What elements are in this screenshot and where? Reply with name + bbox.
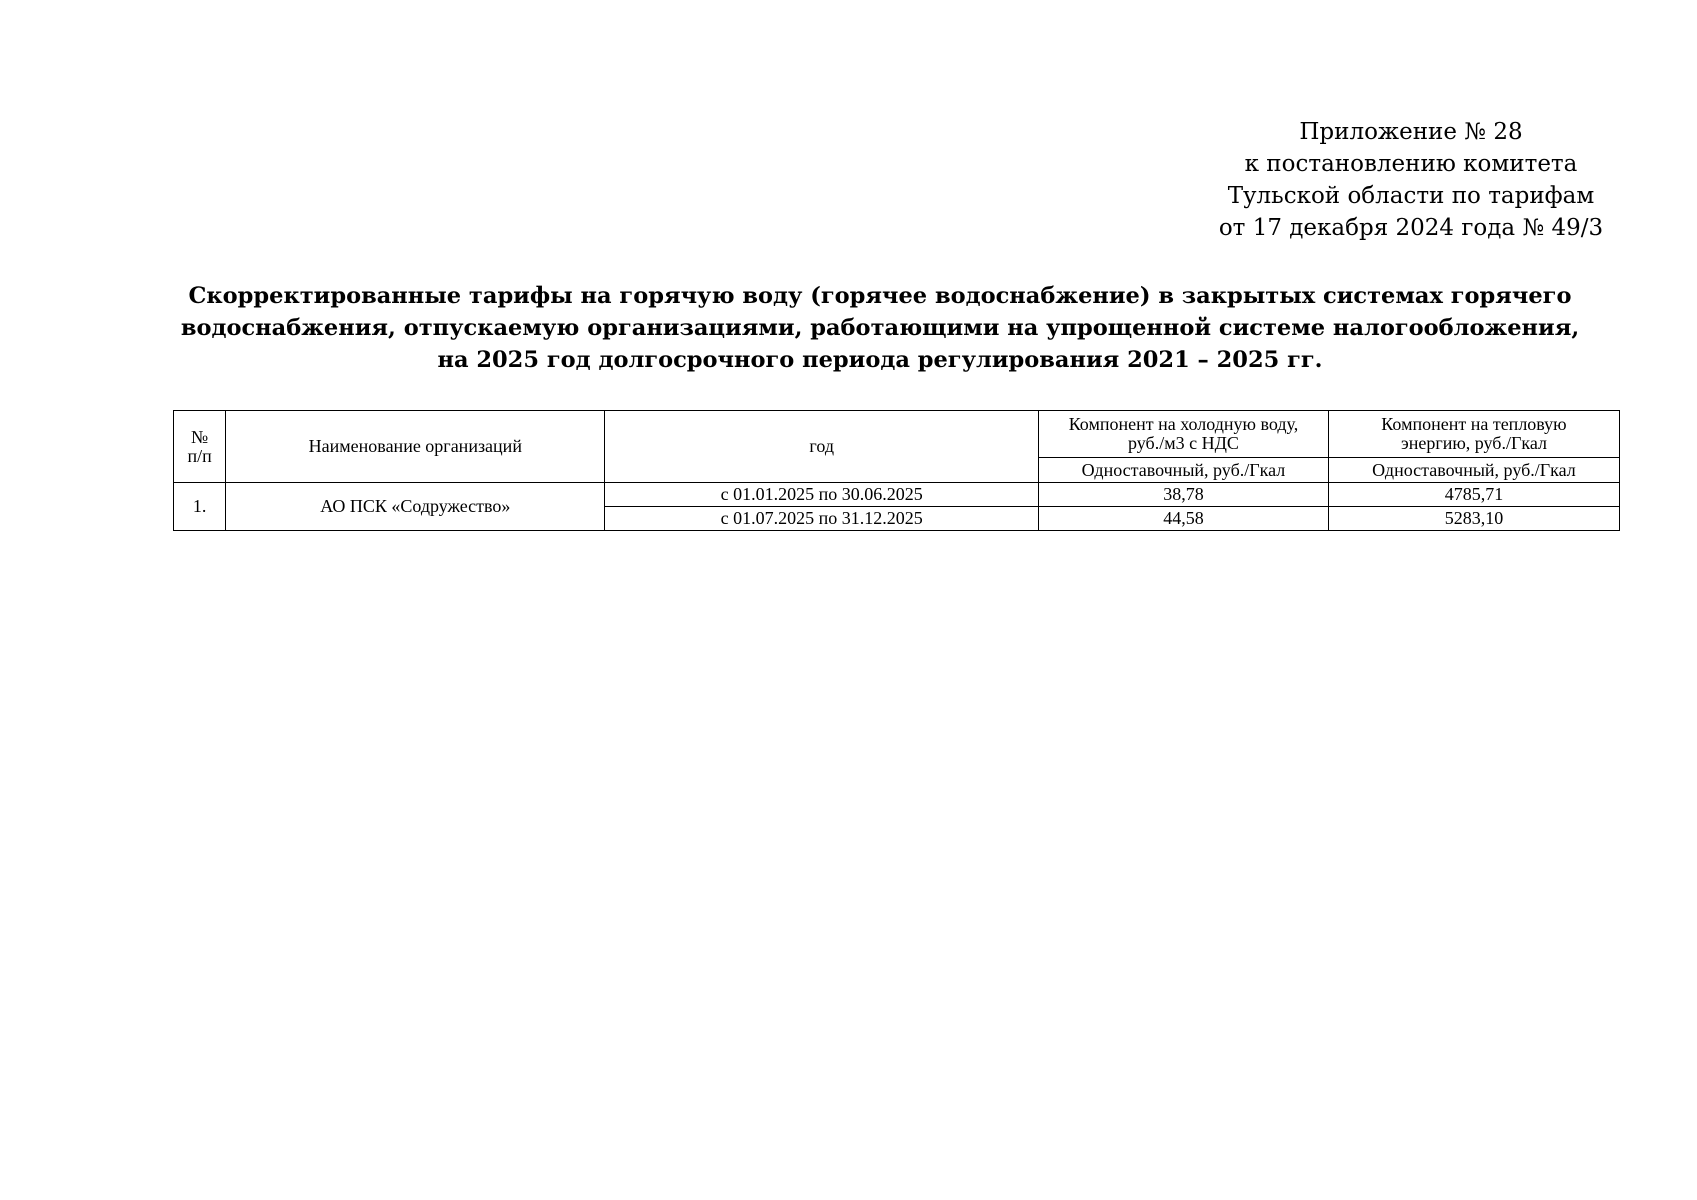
row-period: с 01.07.2025 по 31.12.2025 — [605, 507, 1038, 531]
table-header-row — [174, 411, 1620, 458]
table-row — [174, 483, 1620, 507]
header-number-abbr: п/п — [187, 445, 212, 466]
appendix-date: от 17 декабря 2024 года № 49/3 — [1218, 215, 1604, 241]
appendix-number: Приложение № 28 — [1299, 119, 1523, 145]
title-line-1: Скорректированные тарифы на горячую воду (горячее водоснабжение) в закрытых системах горячего — [188, 283, 1572, 309]
title-line-3: на 2025 год долгосрочного периода регулирования 2021 – 2025 гг. — [437, 347, 1323, 373]
header-heat-energy — [1328, 411, 1619, 458]
header-heat-energy-line-1: Компонент на тепловую — [1381, 414, 1567, 434]
row-heat-energy-tariff: 5283,10 — [1328, 507, 1619, 531]
title-line-2: водоснабжения, отпускаемую организациями, работающими на упрощенной системе налогообложения, — [180, 315, 1580, 341]
document-title — [170, 280, 1590, 376]
row-heat-energy-tariff: 4785,71 — [1328, 483, 1619, 507]
appendix-reference: к постановлению комитета — [1244, 151, 1578, 177]
subheader-cold-single-rate: Одноставочный, руб./Гкал — [1038, 458, 1328, 483]
row-number: 1. — [174, 483, 226, 531]
appendix-committee: Тульской области по тарифам — [1227, 183, 1595, 209]
appendix-block — [1201, 116, 1621, 244]
row-period: с 01.01.2025 по 30.06.2025 — [605, 483, 1038, 507]
header-cold-water — [1038, 411, 1328, 458]
header-year: год — [605, 411, 1038, 483]
header-heat-energy-line-2: энергию, руб./Гкал — [1400, 433, 1547, 453]
header-number-symbol: № — [190, 426, 209, 447]
row-cold-water-tariff: 44,58 — [1038, 507, 1328, 531]
row-cold-water-tariff: 38,78 — [1038, 483, 1328, 507]
header-number — [174, 411, 226, 483]
header-cold-water-line-1: Компонент на холодную воду, — [1068, 414, 1299, 434]
subheader-heat-single-rate: Одноставочный, руб./Гкал — [1328, 458, 1619, 483]
header-cold-water-line-2: руб./м3 с НДС — [1128, 433, 1239, 453]
row-organization-name: АО ПСК «Содружество» — [226, 483, 605, 531]
tariff-table — [173, 410, 1620, 531]
header-organization: Наименование организаций — [226, 411, 605, 483]
